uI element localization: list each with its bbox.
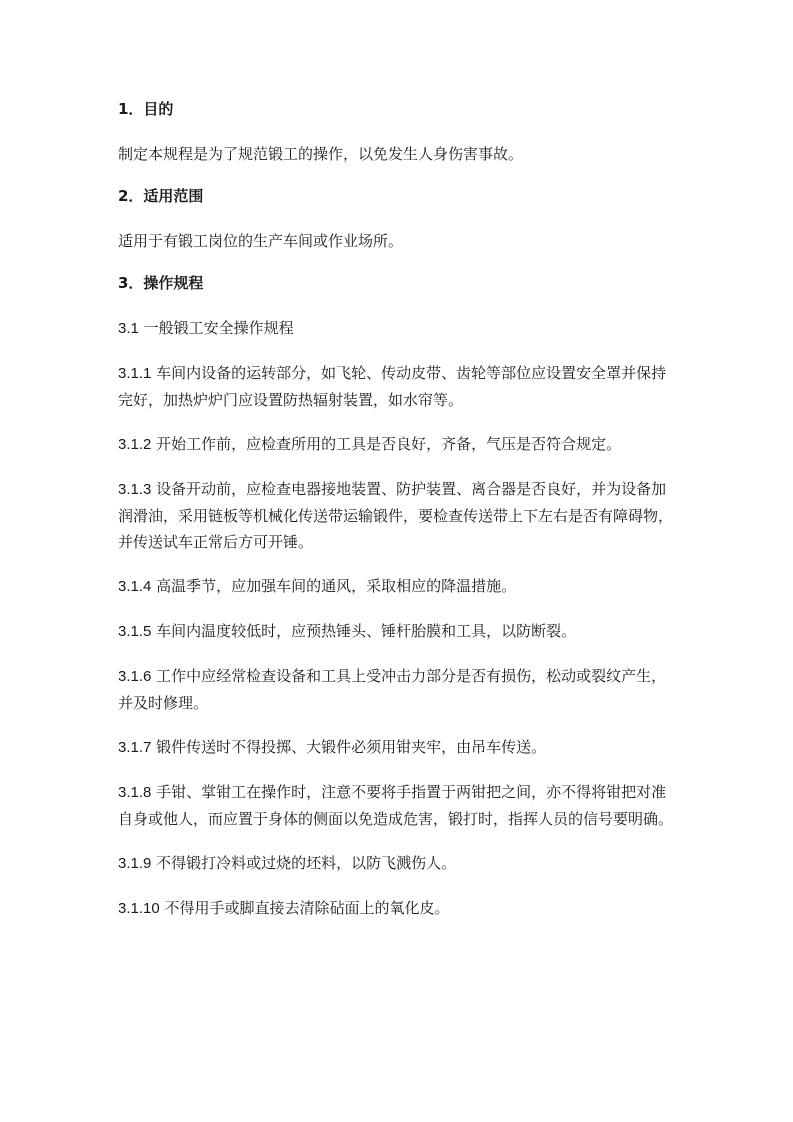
clause-3-1-7 (118, 734, 680, 761)
clause-number: 3.1.4 (118, 578, 152, 595)
paragraph-purpose: 制定本规程是为了规范锻工的操作，以免发生人身伤害事故。 (118, 145, 524, 163)
clause-number: 3.1.3 (118, 481, 152, 498)
clause-text: 车间内设备的运转部分，如飞轮、传动皮带、齿轮等部位应设置安全罩并保持完好，加热炉炉门应设置防热辐射装置，如水帘等。 (118, 364, 667, 409)
clause-3-1-6 (118, 663, 680, 716)
clause-number: 3.1.1 (118, 365, 152, 382)
clause-number: 3.1 (118, 320, 139, 337)
clause-text: 设备开动前，应检查电器接地装置、防护装置、离合器是否良好，并为设备加润滑油，采用链板等机械化传送带运输锻件，要检查传送带上下左右是否有障碍物，并传送试车正常后方可开锤。 (118, 480, 674, 551)
section-heading-purpose: 1．目的 (118, 100, 174, 118)
clause-3-1 (118, 315, 680, 342)
clause-number: 3.1.6 (118, 668, 152, 685)
clause-number: 3.1.9 (118, 855, 152, 872)
clause-text: 手钳、掌钳工在操作时，注意不要将手指置于两钳把之间，亦不得将钳把对准自身或他人，而应置于身体的侧面以免造成危害，锻打时，指挥人员的信号要明确。 (118, 783, 674, 828)
paragraph-scope: 适用于有锻工岗位的生产车间或作业场所。 (118, 232, 404, 250)
clause-3-1-8 (118, 779, 680, 832)
clause-3-1-5 (118, 618, 680, 645)
clause-text: 不得用手或脚直接去清除砧面上的氧化皮。 (159, 899, 450, 917)
clause-3-1-2 (118, 431, 680, 458)
clause-text: 不得锻打冷料或过烧的坯料，以防飞溅伤人。 (151, 854, 457, 872)
clause-text: 高温季节，应加强车间的通风，采取相应的降温措施。 (151, 577, 517, 595)
clause-number: 3.1.7 (118, 739, 152, 756)
clause-3-1-3 (118, 476, 680, 555)
section-heading-scope: 2．适用范围 (118, 187, 204, 205)
clause-number: 3.1.2 (118, 436, 152, 453)
clause-text: 开始工作前，应检查所用的工具是否良好，齐备，气压是否符合规定。 (151, 435, 622, 453)
clause-number: 3.1.5 (118, 623, 152, 640)
clause-text: 一般锻工安全操作规程 (138, 319, 294, 337)
clause-text: 车间内温度较低时，应预热锤头、锤杆胎膜和工具，以防断裂。 (151, 622, 577, 640)
document-page (118, 92, 680, 940)
clause-3-1-4 (118, 573, 680, 600)
clause-3-1-10 (118, 895, 680, 922)
clause-text: 锻件传送时不得投掷、大锻件必须用钳夹牢，由吊车传送。 (151, 738, 547, 756)
clause-number: 3.1.10 (118, 900, 160, 917)
clause-3-1-1 (118, 360, 680, 413)
clause-number: 3.1.8 (118, 784, 152, 801)
clause-3-1-9 (118, 850, 680, 877)
section-heading-procedures: 3．操作规程 (118, 274, 204, 292)
clause-text: 工作中应经常检查设备和工具上受冲击力部分是否有损伤，松动或裂纹产生，并及时修理。 (118, 667, 667, 712)
